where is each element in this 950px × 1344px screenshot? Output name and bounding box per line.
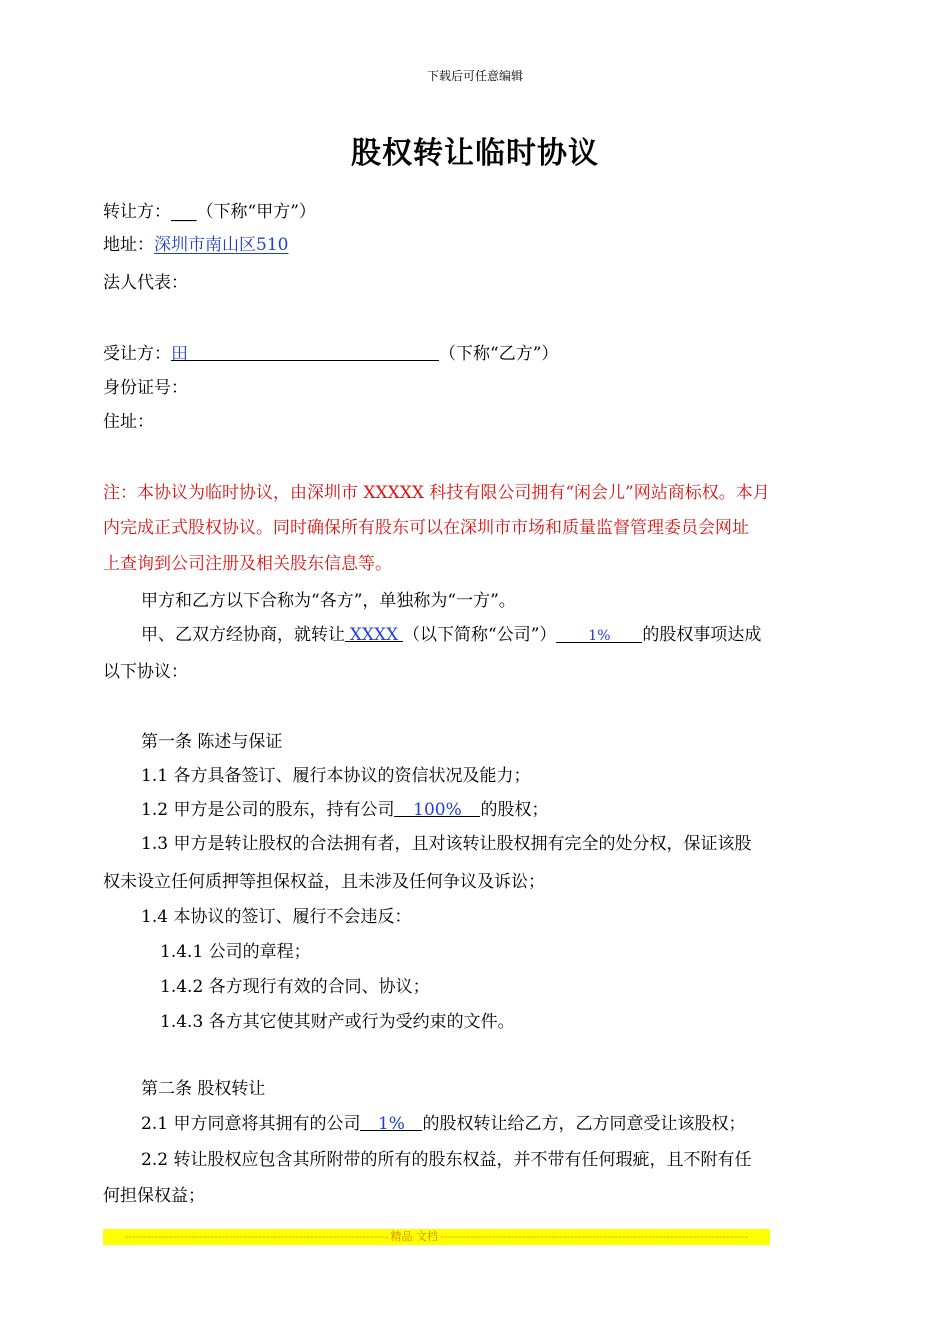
clause-1-4-2: 1.4.2 各方现行有效的合同、协议； — [160, 977, 430, 997]
intro-p2-text-a: 甲、乙双方经协商，就转让 — [141, 625, 345, 645]
footer-dashes-right: ----------------------------------------------------------------------------------- — [439, 1230, 749, 1243]
intro-paragraph-1: 甲方和乙方以下合称为“各方”，单独称为“一方”。 — [141, 591, 516, 611]
footer-dashes-left: ----------------------------------------------------------------------- — [124, 1230, 389, 1243]
notice-line-1: 注：本协议为临时协议，由深圳市 XXXXX 科技有限公司拥有“闲会儿”网站商标权。本月 — [103, 483, 770, 503]
notice-line-2: 内完成正式股权协议。同时确保所有股东可以在深圳市市场和质量监督管理委员会网址 — [103, 518, 749, 538]
transferee-alias: （下称“乙方”） — [439, 344, 559, 364]
article-2-heading: 第二条 股权转让 — [141, 1079, 266, 1099]
clause-1-3-line-2: 权未设立任何质押等担保权益，且未涉及任何争议及诉讼； — [103, 872, 545, 892]
clause-1-2 — [141, 799, 548, 821]
intro-p2-text-b: （以下简称“公司”） — [403, 625, 557, 645]
transfer-share-percent: 1% — [377, 1114, 405, 1134]
residence-line: 住址： — [103, 412, 154, 432]
id-number-line: 身份证号： — [103, 378, 188, 398]
article-1-heading: 第一条 陈述与保证 — [141, 732, 283, 752]
clause-1-2-text-b: 的股权； — [480, 800, 549, 820]
transferor-alias: （下称“甲方”） — [196, 202, 316, 222]
document-title: 股权转让临时协议 — [351, 136, 599, 171]
share-percent: 1% — [588, 628, 611, 644]
transferor-blank: ___ — [171, 202, 197, 222]
clause-1-3-line-1: 1.3 甲方是转让股权的合法拥有者，且对该转让股权拥有完全的处分权，保证该股 — [141, 834, 752, 854]
clause-1-1: 1.1 各方具备签订、履行本协议的资信状况及能力； — [141, 766, 531, 786]
transferee-label: 受让方： — [103, 344, 171, 364]
address-label: 地址： — [103, 235, 154, 255]
legal-rep-label: 法人代表： — [103, 273, 188, 293]
intro-p2-text-c: 的股权事项达成 — [642, 625, 762, 645]
transferor-label: 转让方： — [103, 202, 171, 222]
clause-2-2-line-2: 何担保权益； — [103, 1186, 205, 1206]
intro-paragraph-2-cont: 以下协议： — [103, 662, 188, 682]
footer-banner — [103, 1229, 770, 1245]
header-note: 下载后可任意编辑 — [426, 69, 523, 83]
holding-percent: 100% — [413, 800, 462, 820]
intro-paragraph-2 — [141, 624, 761, 646]
clause-1-4: 1.4 本协议的签订、履行不会违反： — [141, 907, 412, 927]
clause-2-1-text-b: 的股权转让给乙方，乙方同意受让该股权； — [422, 1114, 746, 1134]
clause-1-4-3: 1.4.3 各方其它使其财产或行为受约束的文件。 — [160, 1012, 515, 1032]
address-value: 深圳市南山区510 — [154, 235, 289, 255]
footer-center-text: 精品 文档 — [390, 1230, 438, 1243]
clause-1-4-1: 1.4.1 公司的章程； — [160, 942, 311, 962]
transferee-line — [103, 343, 558, 365]
clause-1-2-text-a: 1.2 甲方是公司的股东，持有公司 — [141, 800, 395, 820]
clause-2-1 — [141, 1113, 745, 1135]
clause-2-1-text-a: 2.1 甲方同意将其拥有的公司 — [141, 1114, 361, 1134]
company-name: XXXX — [349, 625, 399, 645]
notice-line-3: 上查询到公司注册及相关股东信息等。 — [103, 554, 392, 574]
company-field — [345, 624, 403, 645]
transferor-line — [103, 201, 316, 223]
legal-rep-line — [103, 272, 194, 294]
holding-field — [394, 799, 480, 820]
share-field — [556, 625, 642, 643]
clause-2-2-line-1: 2.2 转让股权应包含其所附带的所有的股东权益，并不带有任何瑕疵，且不附有任 — [141, 1150, 752, 1170]
transferee-name-field — [171, 343, 439, 364]
transfer-share-field — [360, 1113, 422, 1134]
address-line — [103, 234, 288, 256]
transferee-name: 田 — [171, 344, 188, 364]
